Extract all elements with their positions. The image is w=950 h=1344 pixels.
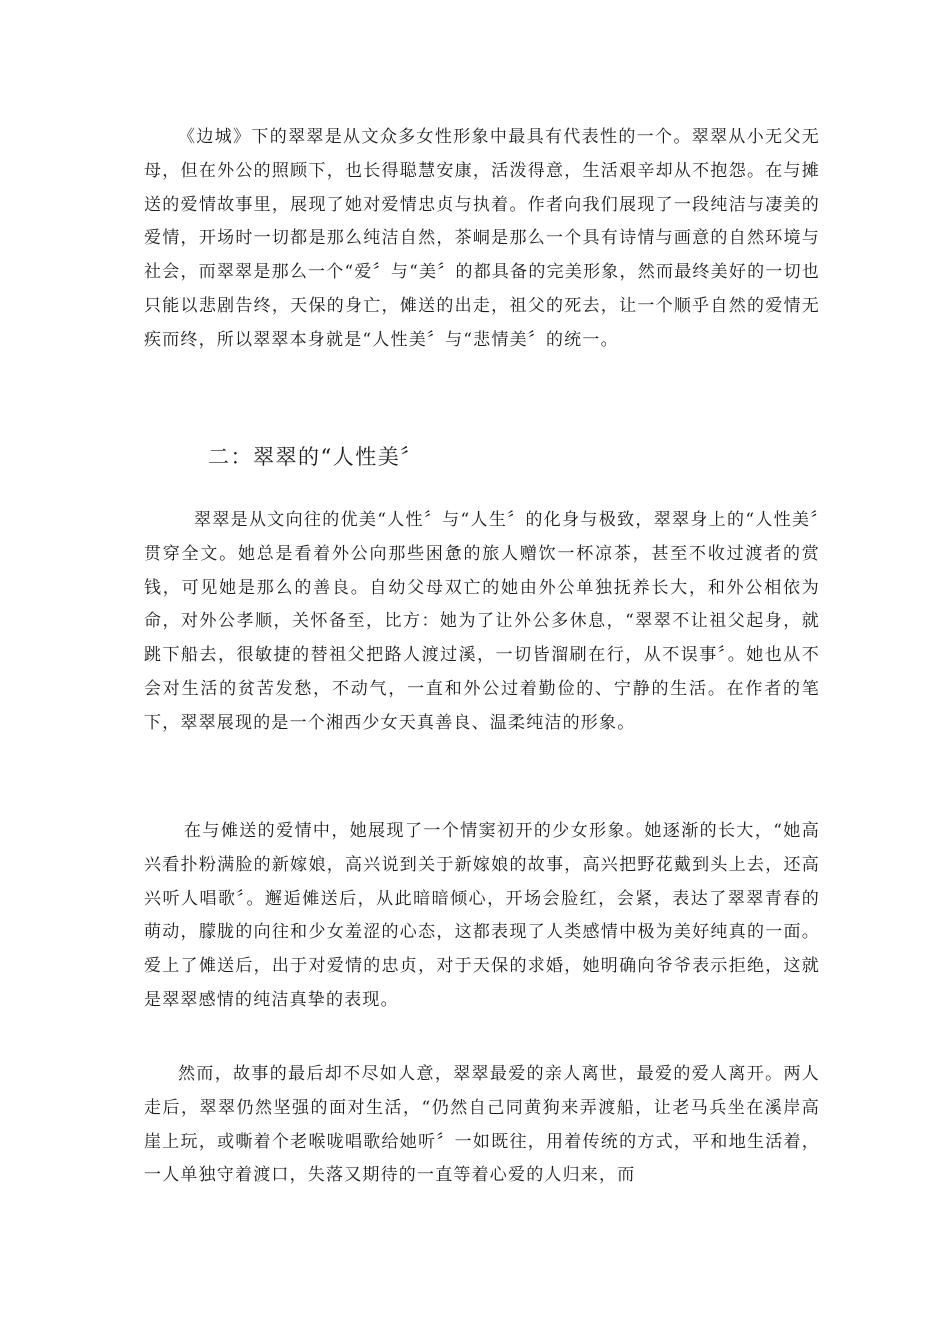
paragraph-humanity: 翠翠是从文向往的优美“人性〞与“人生〞的化身与极致，翠翠身上的“人性美〞贯穿全文。她总是看着外公向那些困惫的旅人赠饮一杯凉茶，甚至不收过渡者的赏钱，可见她是那么的善良。自幼父母双亡的她由外公单独抚养长大，和外公相依为命，对外公孝顺，关怀备至，比方：她为了让外公多休息，“翠翠不让祖父起身，就跳下船去，很敏捷的替祖父把路人渡过溪，一切皆溜刷在行，从不误事〞。她也从不会对生活的贫苦发愁，不动气，一直和外公过着勤俭的、宁静的生活。在作者的笔下，翠翠展现的是一个湘西少女天真善良、温柔纯洁的形象。 [144,510,820,733]
paragraph-ending: 然而，故事的最后却不尽如人意，翠翠最爱的亲人离世，最爱的爱人离开。两人走后，翠翠仍然坚强的面对生活，“仍然自己同黄狗来弄渡船，让老马兵坐在溪岸高崖上玩，或嘶着个老喉咙唱歌给她听〞一如既往，用着传统的方式，平和地生活着，一人单独守着渡口，失落又期待的一直等着心爱的人归来，而 [144,1064,820,1186]
paragraph-love: 在与傩送的爱情中，她展现了一个情窦初开的少女形象。她逐渐的长大，“她高兴看扑粉满脸的新嫁娘，高兴说到关于新嫁娘的故事，高兴把野花戴到头上去，还高兴听人唱歌〞。邂逅傩送后，从此暗暗倾心，开场会脸红，会紧，表达了翠翠青春的萌动，朦胧的向往和少女羞涩的心态，这都表现了人类感情中极为美好纯真的一面。爱上了傩送后，出于对爱情的忠贞，对于天保的求婚，她明确向爷爷表示拒绝，这就是翠翠感情的纯洁真挚的表现。 [144,821,820,1010]
paragraph-intro: 《边城》下的翠翠是从文众多女性形象中最具有代表性的一个。翠翠从小无父无母，但在外公的照顾下，也长得聪慧安康，活泼得意，生活艰辛却从不抱怨。在与摊送的爱情故事里，展现了她对爱情忠贞与执着。作者向我们展现了一段纯洁与凄美的爱情，开场时一切都是那么纯洁自然，茶峒是那么一个具有诗情与画意的自然环境与社会，而翠翠是那么一个“爱〞与“美〞的都具备的完美形象，然而最终美好的一切也只能以悲剧告终，天保的身亡，傩送的出走，祖父的死去，让一个顺乎自然的爱情无疾而终，所以翠翠本身就是“人性美〞与“悲情美〞的统一。 [144,127,820,350]
section-heading: 二：翠翠的“人性美〞 [208,445,423,469]
